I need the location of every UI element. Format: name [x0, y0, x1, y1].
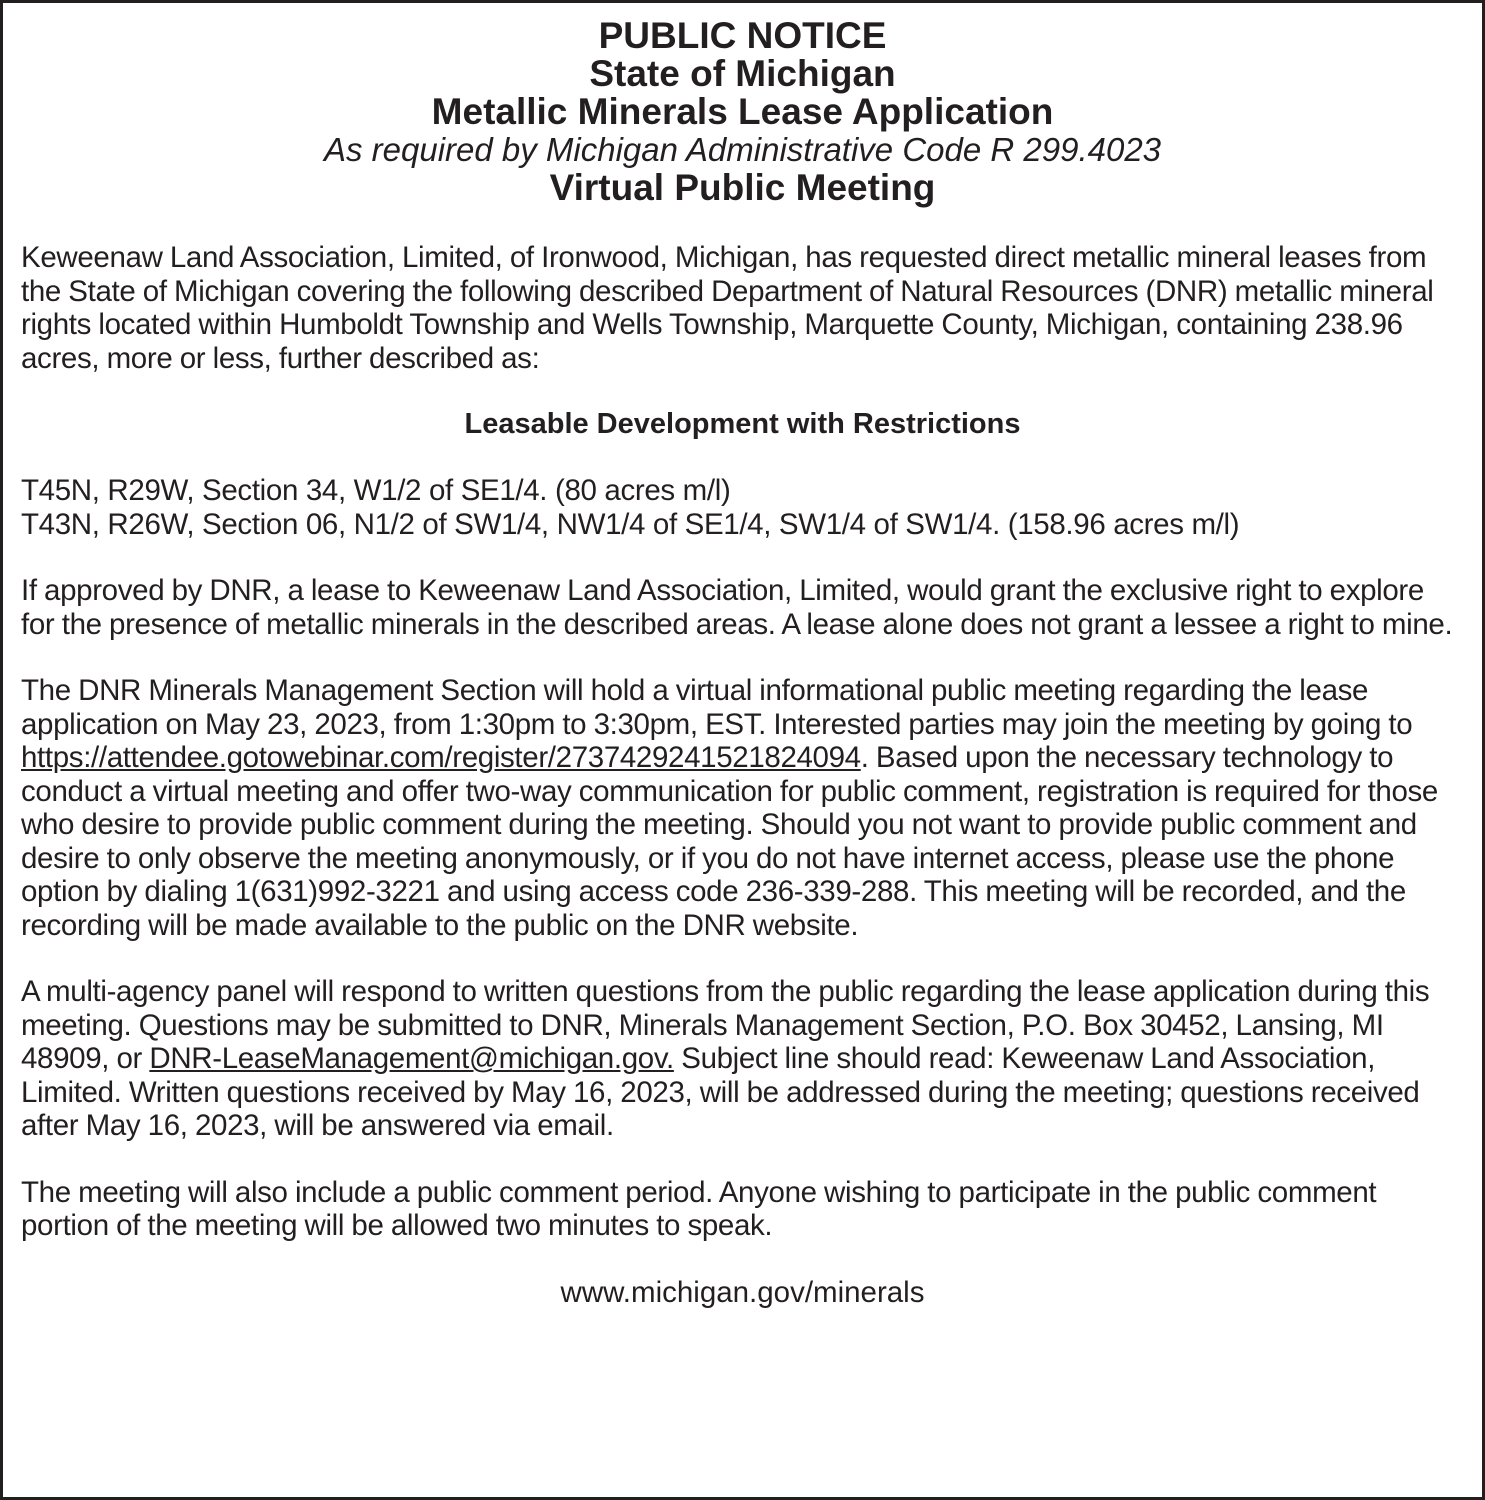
lease-management-email-link[interactable]: DNR-LeaseManagement@michigan.gov. [149, 1042, 674, 1075]
parcel-item: T43N, R26W, Section 06, N1/2 of SW1/4, NW1/4 of SE1/4, SW1/4 of SW1/4. (158.96 acres m/l) [21, 507, 1240, 541]
meeting-paragraph [21, 674, 1464, 942]
application-title: Metallic Minerals Lease Application [431, 91, 1054, 132]
section-subhead: Leasable Development with Restrictions [464, 408, 1021, 440]
notice-header [21, 17, 1464, 207]
approval-paragraph: If approved by DNR, a lease to Keweenaw Land Association, Limited, would grant the exclusive right to explore for the presence of metallic minerals in the described areas. A lease alone does not grant a lessee a right to mine. [21, 574, 1453, 641]
parcel-list [21, 474, 1464, 541]
admin-code-line: As required by Michigan Administrative Code R 299.4023 [323, 131, 1162, 168]
website-url: www.michigan.gov/minerals [560, 1275, 925, 1309]
meeting-title: Virtual Public Meeting [549, 167, 936, 208]
questions-text-before-email: A multi-agency panel will respond to written questions from the public regarding the lease application during this meeting. Questions may be submitted to DNR, Minerals Management Section, P.O. Box 30452, Lansing, MI 48909, or [21, 975, 1430, 1075]
webinar-registration-link[interactable]: https://attendee.gotowebinar.com/register/2737429241521824094 [21, 741, 861, 774]
state-title: State of Michigan [589, 53, 896, 94]
questions-paragraph [21, 975, 1464, 1143]
meeting-text-before-link: The DNR Minerals Management Section will hold a virtual informational public meeting regarding the lease application on May 23, 2023, from 1:30pm to 3:30pm, EST. Interested parties may join the meeting by going to [21, 674, 1413, 741]
questions-text-after-email: Subject line should read: Keweenaw Land Association, Limited. Written questions received by May 16, 2023, will be addressed during the meeting; questions received after May 16, 2023, will be answered via email. [21, 1042, 1420, 1142]
intro-paragraph: Keweenaw Land Association, Limited, of Ironwood, Michigan, has requested direct metallic mineral leases from the State of Michigan covering the following described Department of Natural Resources (DNR) metallic mineral rights located within Humboldt Township and Wells Township, Marquette County, Michigan, containing 238.96 acres, more or less, further described as: [21, 241, 1434, 375]
meeting-text-after-link: . Based upon the necessary technology to conduct a virtual meeting and offer two-way communication for public comment, registration is required for those who desire to provide public comment during the meeting. Should you not want to provide public comment and desire to only observe the meeting anonymously, or if you do not have internet access, please use the phone option by dialing 1(631)992-3221 and using access code 236-339-288. This meeting will be recorded, and the recording will be made available to the public on the DNR website. [21, 741, 1438, 942]
notice-title: PUBLIC NOTICE [598, 15, 887, 56]
comment-paragraph: The meeting will also include a public comment period. Anyone wishing to participate in the public comment portion of the meeting will be allowed two minutes to speak. [21, 1175, 1377, 1242]
parcel-item: T45N, R29W, Section 34, W1/2 of SE1/4. (80 acres m/l) [21, 474, 731, 507]
